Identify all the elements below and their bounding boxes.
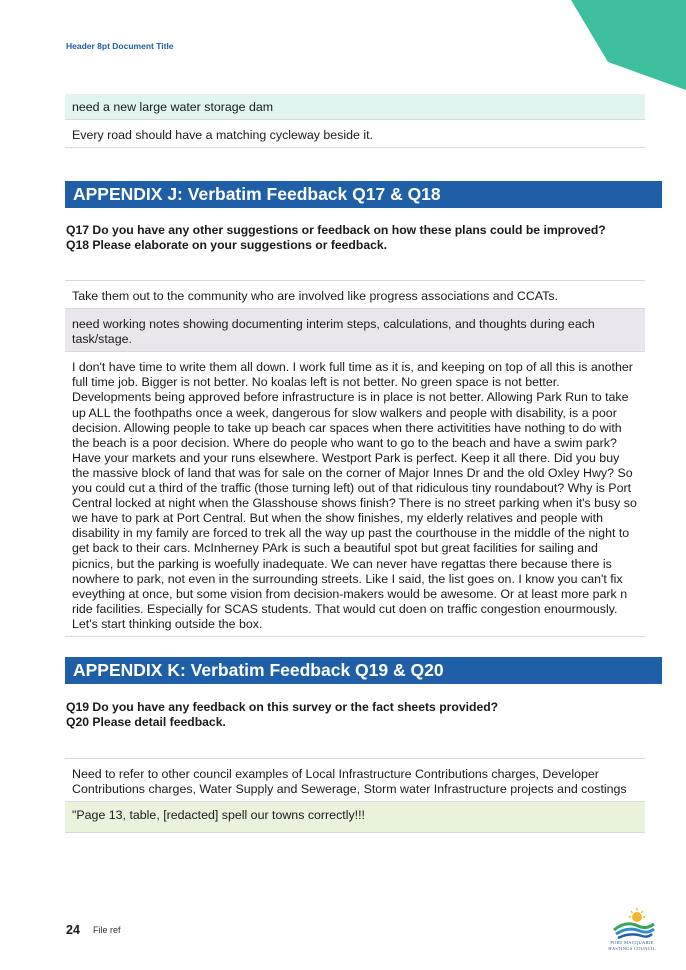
response-row: "Page 13, table, [redacted] spell our towns correctly!!! <box>65 802 645 833</box>
appendix-j-heading: APPENDIX J: Verbatim Feedback Q17 & Q18 <box>65 181 662 208</box>
logo-text-line1: PORT MACQUARIE <box>610 940 654 945</box>
logo-text-line2: HASTINGS COUNCIL <box>608 945 656 951</box>
question-q19: Q19 Do you have any feedback on this survey or the fact sheets provided? <box>66 700 499 714</box>
response-row: Need to refer to other council examples of Local Infrastructure Contributions charges, Developer Contributions charges, Water Supply and Sewerage, Storm water Infrastructure projects and costings <box>65 758 645 802</box>
file-ref-label: File ref <box>93 925 121 935</box>
document-header-title: Header 8pt Document Title <box>66 41 174 51</box>
council-logo-icon <box>604 908 660 960</box>
council-logo-text <box>600 940 664 951</box>
appendix-j-responses <box>65 280 645 637</box>
response-row: Take them out to the community who are involved like progress associations and CCATs. <box>65 280 645 309</box>
response-row: I don't have time to write them all down. I work full time as it is, and keeping on top of all this is another full time job. Bigger is not better. No koalas left is not better. No green space is not better. Developments being approved before infrastructure is in place is not better. Allowing Park Run to take up ALL the foothpaths once a week, dangerous for slow walkers and people with disability, is a poor decision. Allowing people to take up beach car spaces when there activitities have nothing to do with the beach is a poor decision. Where do people who want to go to the beach and have a swim park? Have your markets and your runs elsewhere. Westport Park is perfect. Keep it all there. Did you buy the massive block of land that was for sale on the corner of Major Innes Dr and the old Oxley Hwy? So you could cut a third of the traffic (those turning left) out of that ridiculous tiny roundabout? Why is Port Central locked at night when the Glasshouse shows finish? There is no street parking when it's busy so we have to park at Port Central. But when the show finishes, my elderly relatives and people with disability in my family are forced to trek all the way up past the courthouse in the middle of the night to get back to their cars. McInherney PArk is such a beautiful spot but great facilities for sailing and picnics, but the parking is woefully inadequate. We can never have regattas there because there is nowhere to park, not even in the surrounding streets. Like I said, the list goes on. I know you can't fix eveything at once, but some vision from decision-makers would be awesome. Or at least more park n ride facilities. Especially for SCAS students. That would cut doen on traffic congestion enourmously. Let's start thinking outside the box. <box>65 352 645 637</box>
question-q17: Q17 Do you have any other suggestions or feedback on how these plans could be improved? <box>66 223 606 237</box>
page-number: 24 <box>66 923 80 937</box>
appendix-j-questions <box>66 223 626 253</box>
appendix-k-responses <box>65 758 645 833</box>
question-q20: Q20 Please detail feedback. <box>66 715 226 729</box>
appendix-k-questions <box>66 700 626 730</box>
response-row: need working notes showing documenting interim steps, calculations, and thoughts during each task/stage. <box>65 309 645 352</box>
feedback-row: need a new large water storage dam <box>65 94 645 120</box>
question-q18: Q18 Please elaborate on your suggestions or feedback. <box>66 238 388 252</box>
appendix-k-heading: APPENDIX K: Verbatim Feedback Q19 & Q20 <box>65 657 662 684</box>
feedback-row: Every road should have a matching cycleway beside it. <box>65 120 645 148</box>
top-feedback-list <box>65 94 645 148</box>
